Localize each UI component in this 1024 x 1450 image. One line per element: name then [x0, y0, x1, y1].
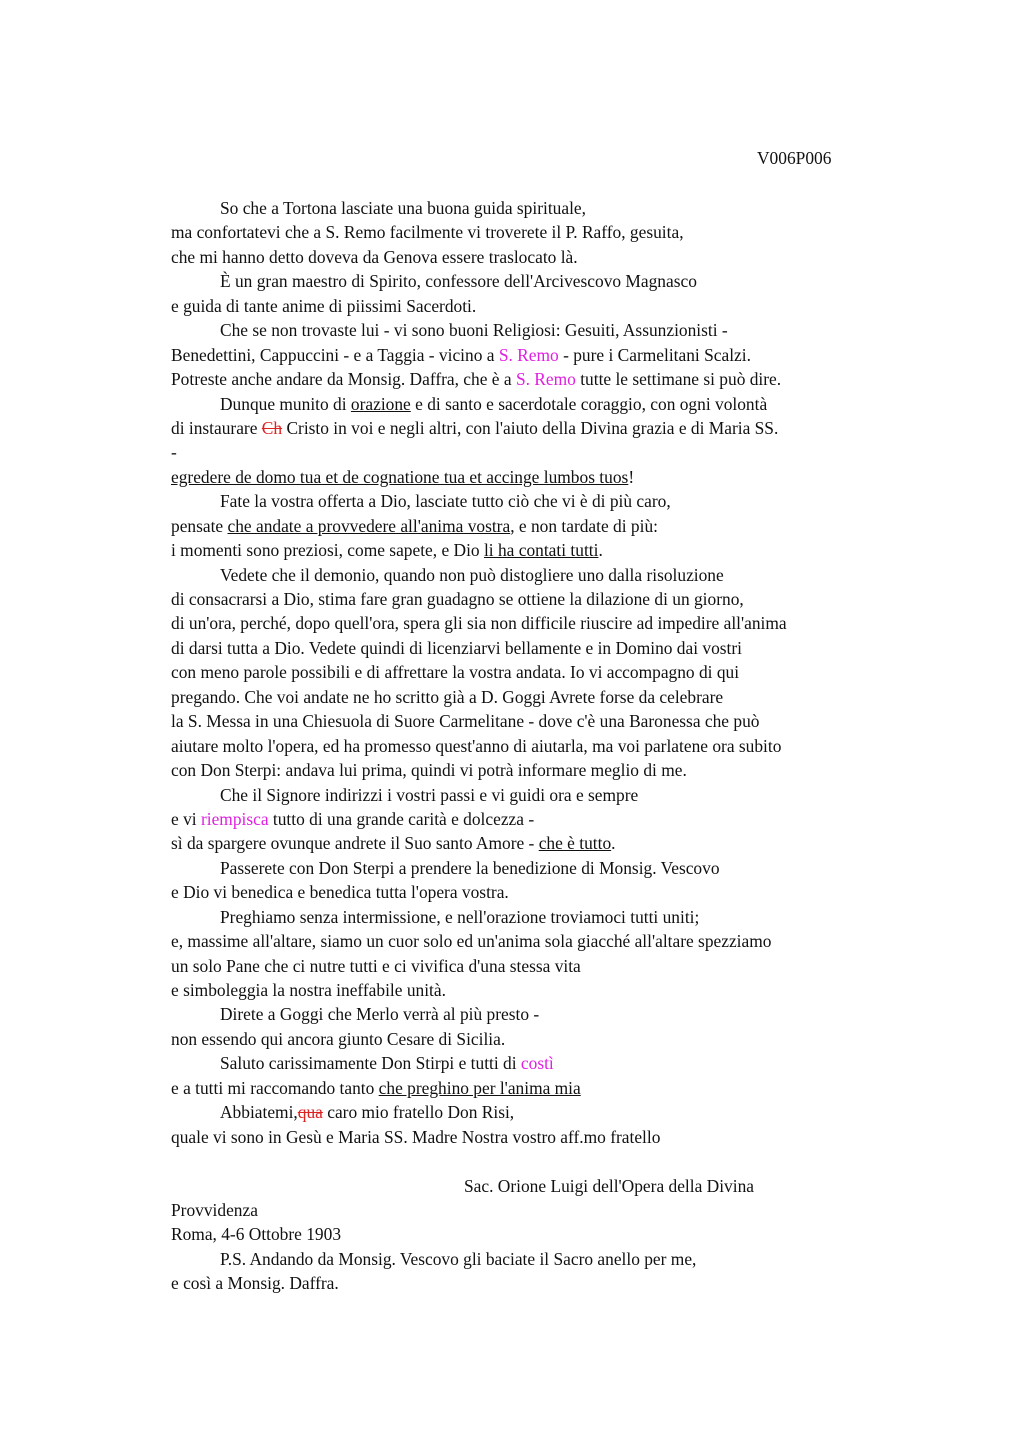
text-span: . — [611, 833, 616, 854]
text-line — [171, 538, 961, 562]
text-line — [171, 1051, 961, 1075]
text-line — [171, 367, 961, 391]
text-span: Saluto carissimamente Don Stirpi e tutti di — [220, 1053, 521, 1074]
text-line: Fate la vostra offerta a Dio, lasciate tutto ciò che vi è di più caro, — [220, 491, 671, 512]
text-line — [171, 1076, 961, 1100]
text-line — [171, 831, 961, 855]
text-span: Abbiatemi, — [220, 1102, 298, 1123]
text-line: ma confortatevi che a S. Remo facilmente vi troverete il P. Raffo, gesuita, — [171, 222, 684, 243]
text-line — [171, 465, 961, 489]
text-line — [171, 807, 961, 831]
text-line: di un'ora, perché, dopo quell'ora, spera gli sia non difficile riuscire ad impedire all'anima — [171, 613, 787, 634]
text-span: Benedettini, Cappuccini - e a Taggia - vicino a — [171, 344, 499, 365]
blank-line — [171, 1149, 961, 1173]
text-span: . — [598, 540, 603, 561]
text-line: che mi hanno detto doveva da Genova essere traslocato là. — [171, 246, 578, 267]
text-line: non essendo qui ancora giunto Cesare di Sicilia. — [171, 1028, 506, 1049]
text-line: - — [171, 442, 177, 463]
underlined-text: che andate a provvedere all'anima vostra — [227, 515, 511, 536]
text-span: Dunque munito di — [220, 393, 351, 414]
letter-body — [171, 196, 961, 1296]
highlighted-word: costì — [520, 1053, 554, 1074]
text-span: i momenti sono preziosi, come sapete, e Dio — [171, 540, 484, 561]
postscript-line: e così a Monsig. Daffra. — [171, 1273, 339, 1294]
text-line: di darsi tutta a Dio. Vedete quindi di licenziarvi bellamente e in Domino dai vostri — [171, 637, 743, 658]
text-line: Direte a Goggi che Merlo verrà al più presto - — [220, 1004, 540, 1025]
text-line: di consacrarsi a Dio, stima fare gran guadagno se ottiene la dilazione di un giorno, — [171, 589, 744, 609]
text-span: ! — [628, 466, 635, 487]
text-line: aiutare molto l'opera, ed ha promesso quest'anno di aiutarla, ma voi parlatene ora subito — [171, 735, 782, 756]
text-line: Preghiamo senza intermissione, e nell'orazione troviamoci tutti uniti; — [220, 906, 700, 927]
signature-continuation: Provvidenza — [171, 1199, 258, 1220]
deleted-text: qua — [297, 1102, 323, 1123]
text-line: quale vi sono in Gesù e Maria SS. Madre Nostra vostro aff.mo fratello — [171, 1126, 661, 1147]
text-span: sì da spargere ovunque andrete il Suo santo Amore - — [171, 833, 539, 854]
underlined-text: orazione — [350, 393, 411, 414]
highlighted-word: riempisca — [200, 808, 269, 829]
text-line: con Don Sterpi: andava lui prima, quindi vi potrà informare meglio di me. — [171, 760, 687, 781]
text-line: la S. Messa in una Chiesuola di Suore Carmelitane - dove c'è una Baronessa che può — [171, 711, 760, 732]
text-line — [171, 416, 961, 440]
underlined-text: li ha contati tutti — [483, 540, 599, 561]
text-line: Vedete che il demonio, quando non può distogliere uno dalla risoluzione — [220, 564, 724, 585]
signature-line: Sac. Orione Luigi dell'Opera della Divina — [464, 1175, 754, 1196]
text-span: e a tutti mi raccomando tanto — [171, 1077, 379, 1098]
text-line — [171, 343, 961, 367]
highlighted-place-name: S. Remo — [515, 369, 576, 390]
text-span: , e non tardate di più: — [510, 515, 658, 536]
text-span: pensate — [171, 515, 228, 536]
underlined-text: che è tutto — [538, 833, 612, 854]
text-line: Che se non trovaste lui - vi sono buoni Religiosi: Gesuiti, Assunzionisti - — [220, 320, 728, 341]
text-span: caro mio fratello Don Risi, — [322, 1102, 515, 1123]
text-line: So che a Tortona lasciate una buona guida spirituale, — [220, 198, 586, 218]
text-line — [171, 1100, 961, 1124]
text-span: - pure i Carmelitani Scalzi. — [558, 344, 751, 365]
text-line — [171, 514, 961, 538]
text-span: tutte le settimane si può dire. — [575, 369, 782, 390]
text-span: di instaurare — [171, 417, 262, 438]
underlined-text: che preghino per l'anima mia — [378, 1077, 581, 1098]
highlighted-place-name: S. Remo — [498, 344, 559, 365]
text-line: e, massime all'altare, siamo un cuor solo ed un'anima sola giacché all'altare spezziamo — [171, 931, 772, 952]
text-span: Cristo in voi e negli altri, con l'aiuto della Divina grazia e di Maria SS. — [282, 417, 779, 438]
text-line: un solo Pane che ci nutre tutti e ci vivifica d'una stessa vita — [171, 955, 581, 976]
document-reference: V006P006 — [757, 148, 832, 168]
text-line: Che il Signore indirizzi i vostri passi e vi guidi ora e sempre — [220, 784, 639, 805]
text-line: pregando. Che voi andate ne ho scritto già a D. Goggi Avrete forse da celebrare — [171, 686, 724, 707]
text-line: e guida di tante anime di piissimi Sacerdoti. — [171, 295, 477, 316]
text-line: con meno parole possibili e di affrettare la vostra andata. Io vi accompagno di qui — [171, 662, 740, 683]
text-span: tutto di una grande carità e dolcezza - — [268, 808, 535, 829]
text-span: e di santo e sacerdotale coraggio, con ogni volontà — [410, 393, 768, 414]
text-line: È un gran maestro di Spirito, confessore dell'Arcivescovo Magnasco — [220, 271, 697, 292]
text-span: e vi — [171, 808, 201, 829]
text-span: Potreste anche andare da Monsig. Daffra, che è a — [171, 369, 516, 390]
text-line — [171, 392, 961, 416]
text-line: e Dio vi benedica e benedica tutta l'opera vostra. — [171, 882, 509, 903]
underlined-text: egredere de domo tua et de cognatione tua et accinge lumbos tuos — [171, 466, 629, 487]
text-line: e simboleggia la nostra ineffabile unità. — [171, 980, 446, 1000]
text-line: Passerete con Don Sterpi a prendere la benedizione di Monsig. Vescovo — [220, 857, 720, 878]
deleted-text: Ch — [261, 417, 283, 438]
postscript-line: P.S. Andando da Monsig. Vescovo gli baciate il Sacro anello per me, — [220, 1248, 697, 1269]
date-line: Roma, 4-6 Ottobre 1903 — [171, 1224, 342, 1245]
